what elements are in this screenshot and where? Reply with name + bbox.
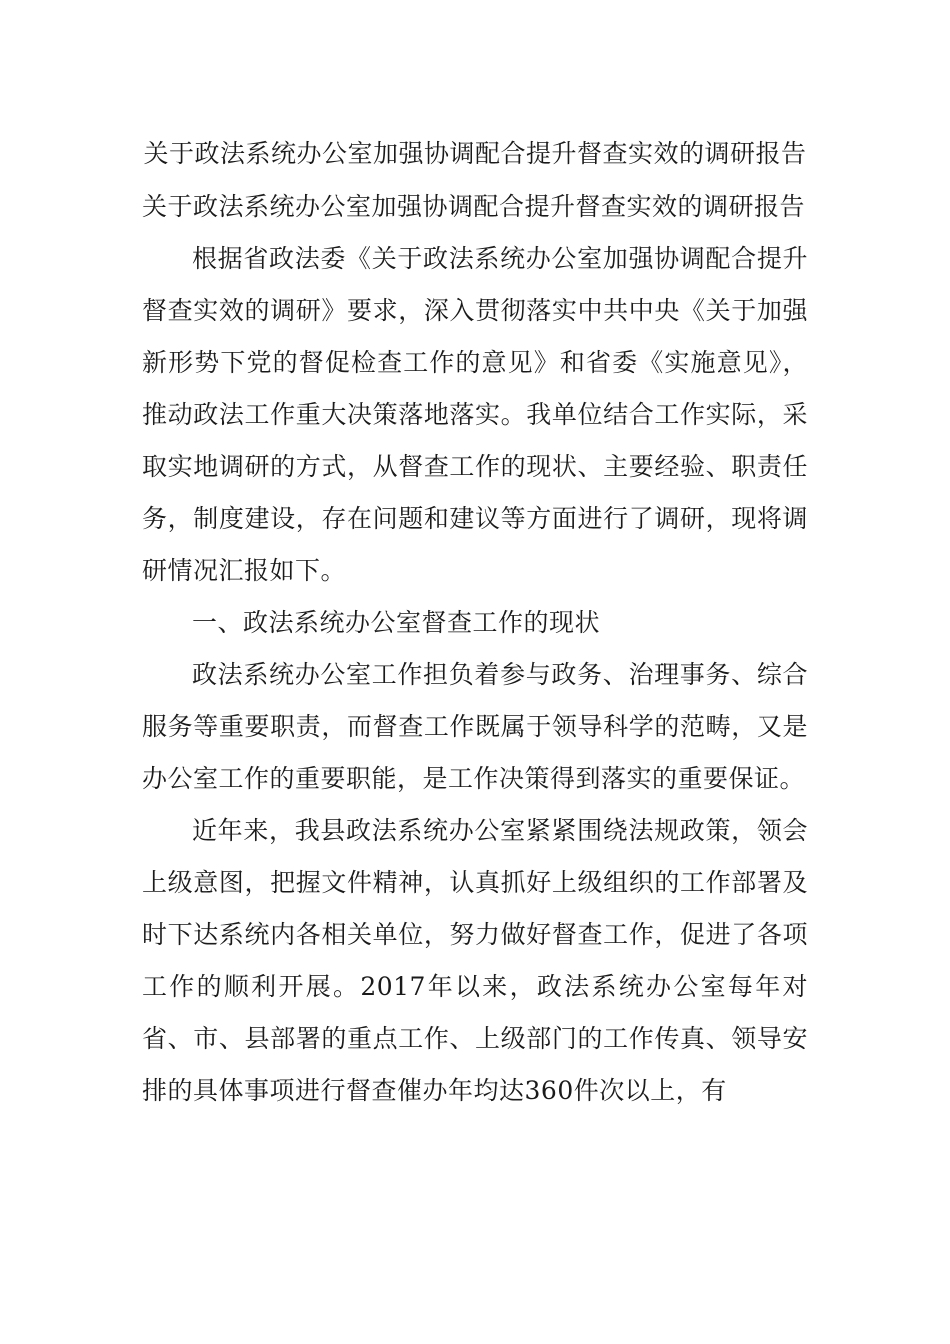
section-1-paragraph-1: 政法系统办公室工作担负着参与政务、治理事务、综合服务等重要职责，而督查工作既属于领导科学的范畴，又是办公室工作的重要职能，是工作决策得到落实的重要保证。	[142, 660, 808, 793]
document-subtitle: 关于政法系统办公室加强协调配合提升督查实效的调研报告	[142, 192, 806, 221]
intro-paragraph: 根据省政法委《关于政法系统办公室加强协调配合提升督查实效的调研》要求，深入贯彻落实中共中央《关于加强新形势下党的督促检查工作的意见》和省委《实施意见》，推动政法工作重大决策落地落实。我单位结合工作实际，采取实地调研的方式，从督查工作的现状、主要经验、职责任务，制度建设，存在问题和建议等方面进行了调研，现将调研情况汇报如下。	[142, 244, 808, 585]
section-1-paragraph-2: 近年来，我县政法系统办公室紧紧围绕法规政策，领会上级意图，把握文件精神，认真抓好上级组织的工作部署及时下达系统内各相关单位，努力做好督查工作，促进了各项工作的顺利开展。2017年以来，政法系统办公室每年对省、市、县部署的重点工作、上级部门的工作传真、领导安排的具体事项进行督查催办年均达360件次以上，有	[142, 816, 808, 1105]
document-title: 关于政法系统办公室加强协调配合提升督查实效的调研报告	[143, 139, 807, 168]
section-heading-1: 一、政法系统办公室督查工作的现状	[192, 608, 601, 637]
